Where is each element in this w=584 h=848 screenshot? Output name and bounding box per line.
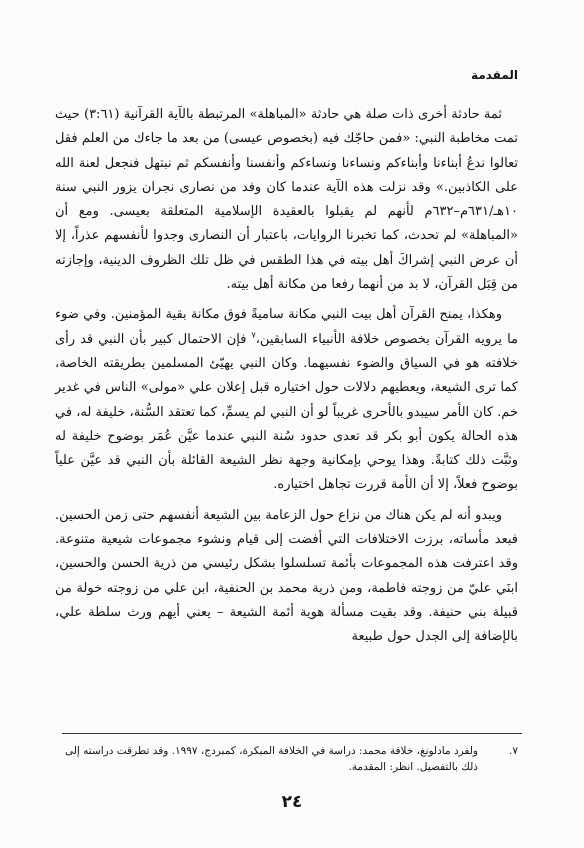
main-text [55,103,518,656]
paragraph-mubahala: ثمة حادثة أخرى ذات صلة هي حادثة «المباهلة» المرتبطة بالآية القرآنية (٣:٦١) حيث تمت مخاطبة النبي: «فمن حاجّك فيه (بخصوص عيسى) من بعد ما جاءك من العلم فقل تعالوا ندعُ أبناءنا وأبناءكم ونساءنا ونساءكم وأنفسنا وأنفسكم ثم نبتهل فنجعل لعنة الله على الكاذبين.» وقد نزلت هذه الآية عندما كان وفد من نصارى نجران يزور النبي سنة ١٠هـ/٦٣١م–٦٣٢م لأنهم لم يقبلوا بالعقيدة الإسلامية المتعلقة بعيسى. ومع أن «المباهلة» لم تحدث، كما تخبرنا الروايات، باعتبار أن النصارى وجدوا لأنفسهم عذراً، إلا أن عرض النبي إشراكَ أهل بيته في هذا الطقس في ظل تلك الظروف الدينية، وإجازته من قِبَل القرآن، لا بد من أنهما رفعا من مكانة أهل بيته. [55,107,518,293]
footnote-divider [62,733,522,734]
paragraph-succession-part1: وهكذا، يمنح القرآن أهل بيت النبي مكانة ساميةً فوق مكانة بقية المؤمنين. وفي ضوء ما يرويه القرآن بخصوص خلافة الأنبياء السابقين، [55,307,518,347]
paragraph-leadership: ويبدو أنه لم يكن هناك من نزاع حول الزعامة بين الشيعة أنفسهم حتى زمن الحسين. فبعد مأساته، برزت الاختلافات التي أفضت إلى قيام ونشوء مجموعات شيعية متنوعة. وقد اعترفت هذه المجموعات بأئمة تسلسلوا بشكل رئيسي من ذرية الحسن والحسين، ابنَي عليّ من زوجته فاطمة، ومن ذرية محمد بن الحنفية، ابن علي من زوجته خولة من قبيلة بني حنيفة. وقد بقيت مسألة هوية أئمة الشيعة – يعني أيهم ورث سلطة علي، بالإضافة إلى الجدل حول طبيعة [55,507,518,645]
footnote-text: ولفرد مادلونغ، خلافة محمد: دراسة في الخلافة المبكرة، كمبردج، ١٩٩٧. وقد تطرقت دراسته إلى ذلك بالتفصيل. انظر: المقدمة. [64,745,478,773]
paragraph-succession-part2: فإن الاحتمال كبير بأن النبي قد رأى خلافته هو في السياق والضوء نفسيهما. وكان النبي يهيّئ المسلمين بطريقته الخاصة، كما ترى الشيعة، ويعطيهم دلالات حول اختياره قبل إعلان علي «مولى» الناس في غدير خم. كان الأمر سيبدو بالأحرى غريباً لو أن النبي لم يسمِّ، كما تعتقد السُّنة، خليفة له، في هذه الحالة يكون أبو بكر قد تعدى حدود سُنة النبي عندما عيَّن عُمَر بوضوح خليفة له وثبَّت ذلك كتابةً. وهذا يوحي بإمكانية وجهة نظر الشيعة القائلة بأن النبي قد عيَّن علياً بوضوح فعلاً، إلا أن الأمة قررت تجاهل اختياره. [55,331,518,493]
page-number: ٢٤ [281,792,303,812]
paragraph-succession [55,303,518,497]
footnote [55,743,518,775]
running-header: المقدمة [471,68,518,82]
footnote-reference[interactable]: ٧ [251,330,256,340]
footnote-number: ٧. [509,745,518,757]
